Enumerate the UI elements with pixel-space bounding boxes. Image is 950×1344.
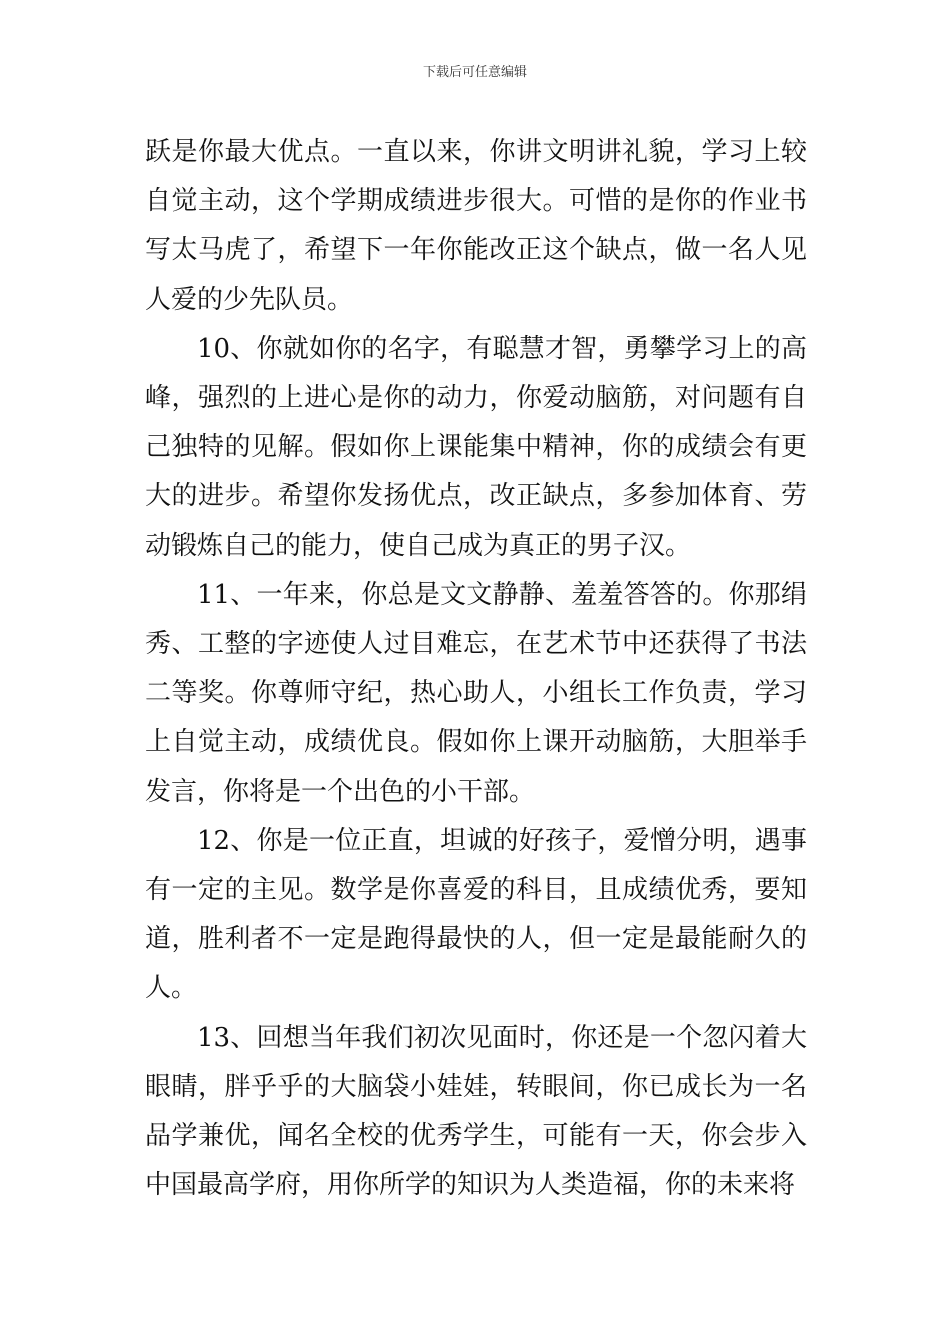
paragraph-10: 10、你就如你的名字，有聪慧才智，勇攀学习上的高峰，强烈的上进心是你的动力，你爱动脑筋，对问题有自己独特的见解。假如你上课能集中精神，你的成绩会有更大的进步。希望你发扬优点，改正缺点，多参加体育、劳动锻炼自己的能力，使自己成为真正的男子汉。 (145, 333, 807, 561)
paragraph-13: 13、回想当年我们初次见面时，你还是一个忽闪着大眼睛，胖乎乎的大脑袋小娃娃，转眼间，你已成长为一名品学兼优，闻名全校的优秀学生，可能有一天，你会步入中国最高学府，用你所学的知识为人类造福，你的未来将 (145, 1022, 807, 1201)
paragraph-continuation: 跃是你最大优点。一直以来，你讲文明讲礼貌，学习上较自觉主动，这个学期成绩进步很大。可惜的是你的作业书写太马虎了，希望下一年你能改正这个缺点，做一名人见人爱的少先队员。 (145, 137, 807, 315)
document-body (145, 128, 807, 1210)
page-header: 下载后可任意编辑 (422, 65, 527, 80)
paragraph-12: 12、你是一位正直，坦诚的好孩子，爱憎分明，遇事有一定的主见。数学是你喜爱的科目，且成绩优秀，要知道，胜利者不一定是跑得最快的人，但一定是最能耐久的人。 (145, 825, 807, 1004)
paragraph-11: 11、一年来，你总是文文静静、羞羞答答的。你那绢秀、工整的字迹使人过目难忘，在艺术节中还获得了书法二等奖。你尊师守纪，热心助人，小组长工作负责，学习上自觉主动，成绩优良。假如你上课开动脑筋，大胆举手发言，你将是一个出色的小干部。 (145, 579, 807, 807)
